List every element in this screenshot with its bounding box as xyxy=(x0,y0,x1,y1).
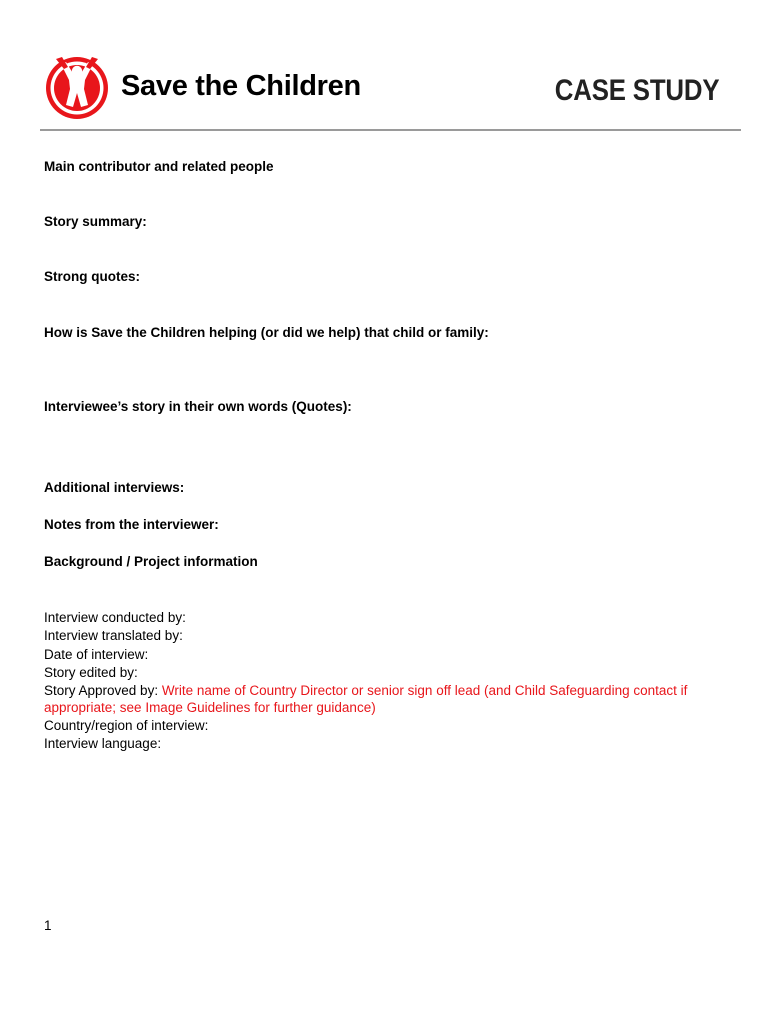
heading-additional-interviews: Additional interviews: xyxy=(44,480,185,495)
document-header xyxy=(0,0,768,135)
heading-interviewee-story: Interviewee’s story in their own words (Quotes): xyxy=(44,399,352,414)
heading-story-summary: Story summary: xyxy=(44,214,147,229)
approval-guidance-note: Write name of Country Director or senior sign off lead (and Child Safeguarding contact if appropriate; see Image Guidelines for further guidance) xyxy=(44,683,688,715)
story-edited-by-label: Story edited by: xyxy=(44,665,138,680)
story-approved-by-label: Story Approved by: xyxy=(44,683,159,698)
interview-translated-by-label: Interview translated by: xyxy=(44,628,183,643)
date-of-interview-label: Date of interview: xyxy=(44,647,149,662)
page-number: 1 xyxy=(44,918,52,933)
story-approved-by-line xyxy=(44,683,734,716)
save-the-children-logo-icon xyxy=(44,55,110,121)
heading-notes-interviewer: Notes from the interviewer: xyxy=(44,517,219,532)
organisation-name: Save the Children xyxy=(121,70,361,102)
document-type-title: CASE STUDY xyxy=(554,74,719,107)
country-region-label: Country/region of interview: xyxy=(44,718,209,733)
heading-how-helping: How is Save the Children helping (or did we help) that child or family: xyxy=(44,325,489,340)
heading-strong-quotes: Strong quotes: xyxy=(44,269,140,284)
heading-background: Background / Project information xyxy=(44,554,258,569)
interview-conducted-by-label: Interview conducted by: xyxy=(44,610,186,625)
header-divider xyxy=(40,129,741,131)
interview-language-label: Interview language: xyxy=(44,736,162,751)
heading-main-contributor: Main contributor and related people xyxy=(44,159,274,174)
